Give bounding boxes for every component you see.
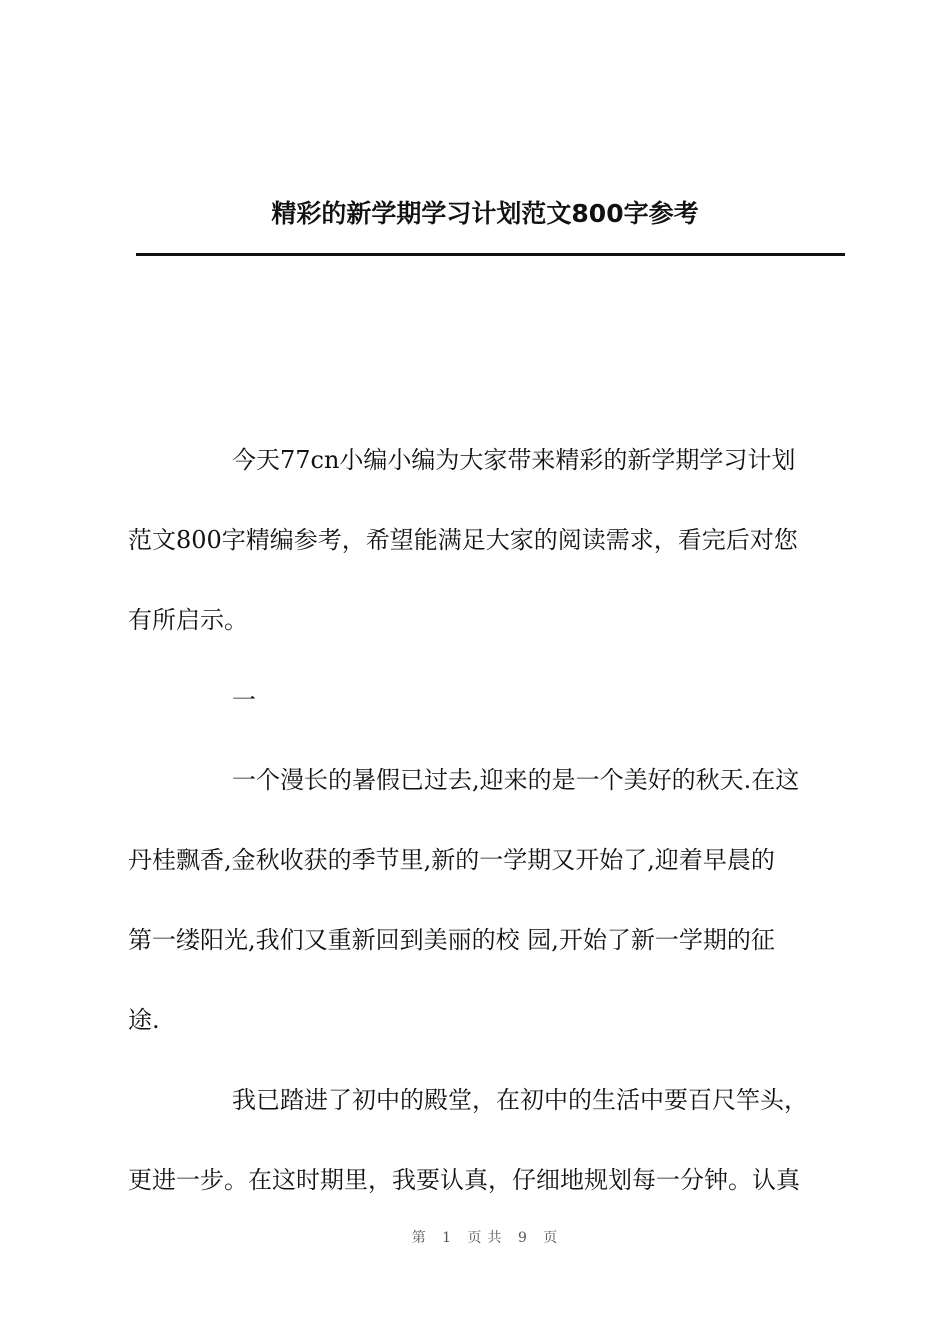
body-line: 有所启示。 bbox=[128, 606, 248, 634]
body-line: 第一缕阳光,我们又重新回到美丽的校 园,开始了新一学期的征 bbox=[128, 926, 775, 954]
section-marker: 一 bbox=[232, 686, 256, 714]
body-line: 更进一步。在这时期里，我要认真，仔细地规划每一分钟。认真 bbox=[128, 1166, 800, 1194]
body-line: 今天77cn小编小编为大家带来精彩的新学期学习计划 bbox=[232, 446, 796, 474]
body-line: 丹桂飘香,金秋收获的季节里,新的一学期又开始了,迎着早晨的 bbox=[128, 846, 775, 874]
title-underline bbox=[136, 253, 845, 256]
document-body bbox=[128, 420, 842, 1220]
document-title: 精彩的新学期学习计划范文800字参考 bbox=[271, 199, 699, 228]
page-number-footer: 第 1 页共 9 页 bbox=[411, 1230, 564, 1246]
body-line: 范文800字精编参考，希望能满足大家的阅读需求，看完后对您 bbox=[128, 526, 798, 554]
body-line: 我已踏进了初中的殿堂，在初中的生活中要百尺竿头， bbox=[232, 1086, 808, 1114]
body-line: 途. bbox=[128, 1006, 160, 1034]
body-line: 一个漫长的暑假已过去,迎来的是一个美好的秋天.在这 bbox=[232, 766, 800, 794]
